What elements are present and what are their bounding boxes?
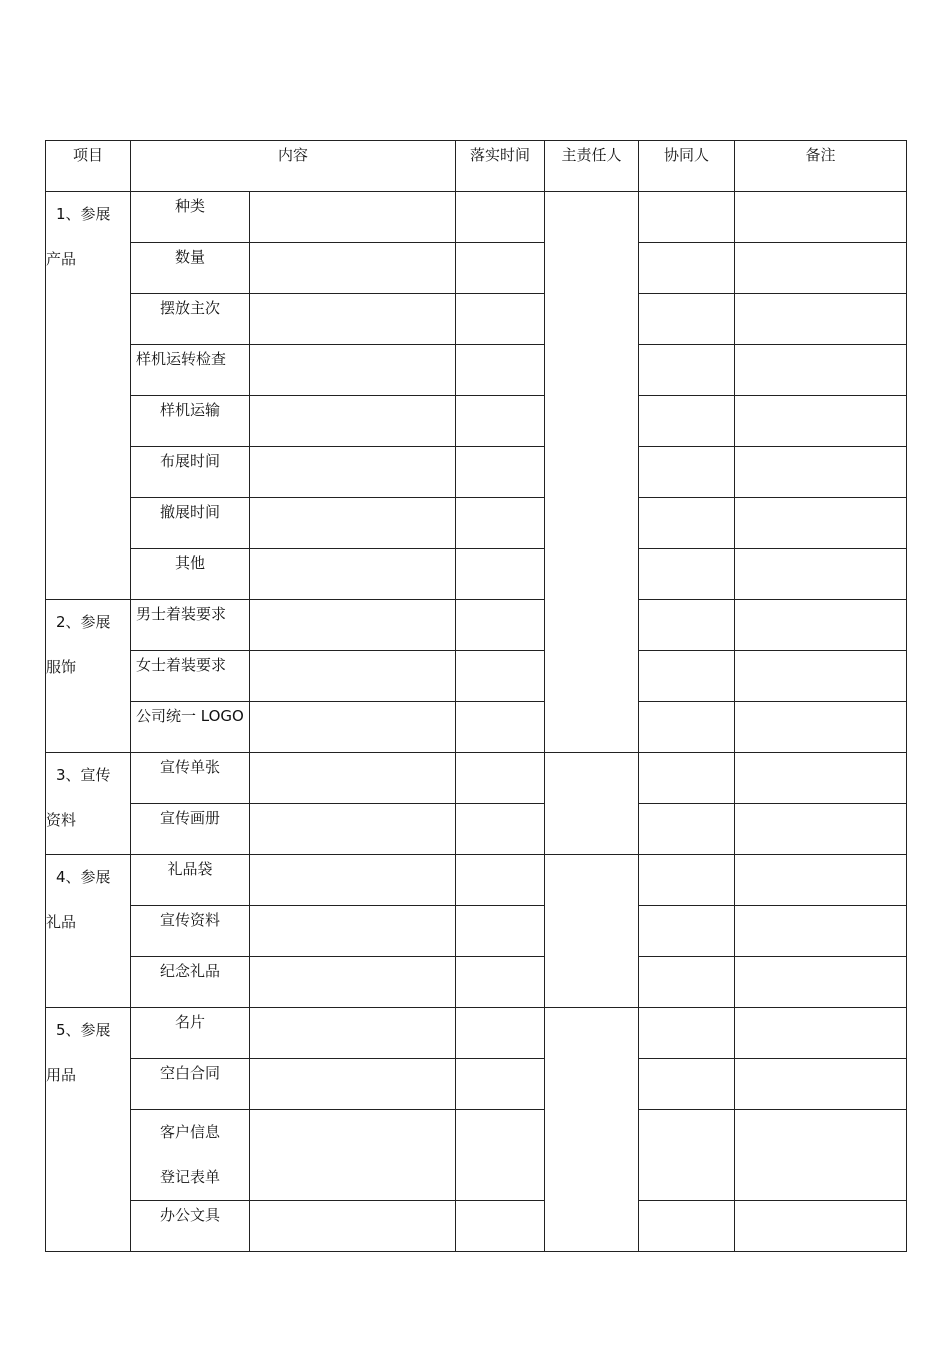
assist-cell[interactable] xyxy=(639,906,735,957)
content-cell[interactable] xyxy=(250,753,456,804)
category-label-line2: 服饰 xyxy=(46,658,77,676)
content-cell[interactable] xyxy=(250,651,456,702)
assist-cell[interactable] xyxy=(639,702,735,753)
remark-cell[interactable] xyxy=(735,294,907,345)
table-row xyxy=(46,957,907,1008)
time-cell[interactable] xyxy=(456,957,545,1008)
table-row xyxy=(46,1008,907,1059)
item-label: 宣传画册 xyxy=(131,804,250,855)
assist-cell[interactable] xyxy=(639,192,735,243)
item-label: 数量 xyxy=(131,243,250,294)
category-label-line1: 5、参展 xyxy=(56,1021,111,1039)
item-label: 其他 xyxy=(131,549,250,600)
assist-cell[interactable] xyxy=(639,753,735,804)
table-row xyxy=(46,447,907,498)
assist-cell[interactable] xyxy=(639,1008,735,1059)
content-cell[interactable] xyxy=(250,702,456,753)
remark-cell[interactable] xyxy=(735,753,907,804)
table-row xyxy=(46,345,907,396)
time-cell[interactable] xyxy=(456,243,545,294)
category-label-line1: 2、参展 xyxy=(56,613,111,631)
category-label-line1: 3、宣传 xyxy=(56,766,111,784)
time-cell[interactable] xyxy=(456,1059,545,1110)
item-label: 办公文具 xyxy=(131,1201,250,1252)
item-label: 客户信息 登记表单 xyxy=(131,1110,250,1201)
category-label-line1: 4、参展 xyxy=(56,868,111,886)
table-row xyxy=(46,651,907,702)
assist-cell[interactable] xyxy=(639,804,735,855)
content-cell[interactable] xyxy=(250,345,456,396)
time-cell[interactable] xyxy=(456,447,545,498)
table-row xyxy=(46,600,907,651)
header-content: 内容 xyxy=(131,141,456,192)
time-cell[interactable] xyxy=(456,1110,545,1201)
time-cell[interactable] xyxy=(456,396,545,447)
item-label: 宣传单张 xyxy=(131,753,250,804)
assist-cell[interactable] xyxy=(639,651,735,702)
content-cell[interactable] xyxy=(250,243,456,294)
item-label: 撤展时间 xyxy=(131,498,250,549)
content-cell[interactable] xyxy=(250,1201,456,1252)
content-cell[interactable] xyxy=(250,396,456,447)
remark-cell[interactable] xyxy=(735,345,907,396)
item-label: 摆放主次 xyxy=(131,294,250,345)
assist-cell[interactable] xyxy=(639,498,735,549)
owner-cell[interactable] xyxy=(545,855,639,1008)
table-row xyxy=(46,294,907,345)
category-cell xyxy=(46,753,131,855)
content-cell[interactable] xyxy=(250,192,456,243)
remark-cell[interactable] xyxy=(735,447,907,498)
table-row xyxy=(46,549,907,600)
item-label: 礼品袋 xyxy=(131,855,250,906)
time-cell[interactable] xyxy=(456,906,545,957)
content-cell[interactable] xyxy=(250,855,456,906)
remark-cell[interactable] xyxy=(735,855,907,906)
item-label: 种类 xyxy=(131,192,250,243)
assist-cell[interactable] xyxy=(639,345,735,396)
item-label: 样机运转检查 xyxy=(131,345,250,396)
exhibition-plan-table xyxy=(45,140,907,1252)
assist-cell[interactable] xyxy=(639,243,735,294)
owner-cell[interactable] xyxy=(545,192,639,753)
remark-cell[interactable] xyxy=(735,957,907,1008)
assist-cell[interactable] xyxy=(639,1059,735,1110)
time-cell[interactable] xyxy=(456,345,545,396)
time-cell[interactable] xyxy=(456,855,545,906)
assist-cell[interactable] xyxy=(639,294,735,345)
remark-cell[interactable] xyxy=(735,702,907,753)
content-cell[interactable] xyxy=(250,1110,456,1201)
table-row xyxy=(46,1110,907,1201)
table-row xyxy=(46,498,907,549)
remark-cell[interactable] xyxy=(735,804,907,855)
assist-cell[interactable] xyxy=(639,1110,735,1201)
item-label: 公司统一 LOGO xyxy=(131,702,250,753)
item-label: 名片 xyxy=(131,1008,250,1059)
time-cell[interactable] xyxy=(456,804,545,855)
content-cell[interactable] xyxy=(250,804,456,855)
assist-cell[interactable] xyxy=(639,957,735,1008)
category-label-line2: 资料 xyxy=(46,811,77,829)
category-label-line1: 1、参展 xyxy=(56,205,111,223)
assist-cell[interactable] xyxy=(639,549,735,600)
table-row xyxy=(46,753,907,804)
owner-cell[interactable] xyxy=(545,1008,639,1252)
remark-cell[interactable] xyxy=(735,1110,907,1201)
assist-cell[interactable] xyxy=(639,1201,735,1252)
remark-cell[interactable] xyxy=(735,192,907,243)
time-cell[interactable] xyxy=(456,702,545,753)
remark-cell[interactable] xyxy=(735,396,907,447)
table-row xyxy=(46,192,907,243)
item-label: 空白合同 xyxy=(131,1059,250,1110)
content-cell[interactable] xyxy=(250,906,456,957)
category-label-line2: 礼品 xyxy=(46,913,77,931)
time-cell[interactable] xyxy=(456,192,545,243)
content-cell[interactable] xyxy=(250,498,456,549)
remark-cell[interactable] xyxy=(735,1008,907,1059)
category-cell xyxy=(46,600,131,753)
table-row xyxy=(46,1059,907,1110)
table-row xyxy=(46,906,907,957)
header-row xyxy=(46,141,907,192)
item-label: 宣传资料 xyxy=(131,906,250,957)
assist-cell[interactable] xyxy=(639,600,735,651)
time-cell[interactable] xyxy=(456,600,545,651)
remark-cell[interactable] xyxy=(735,600,907,651)
header-assist: 协同人 xyxy=(639,141,735,192)
table-row xyxy=(46,804,907,855)
remark-cell[interactable] xyxy=(735,1201,907,1252)
table-row xyxy=(46,243,907,294)
owner-cell[interactable] xyxy=(545,753,639,855)
remark-cell[interactable] xyxy=(735,906,907,957)
table-row xyxy=(46,855,907,906)
content-cell[interactable] xyxy=(250,600,456,651)
time-cell[interactable] xyxy=(456,651,545,702)
remark-cell[interactable] xyxy=(735,498,907,549)
remark-cell[interactable] xyxy=(735,243,907,294)
content-cell[interactable] xyxy=(250,294,456,345)
category-label-line2: 产品 xyxy=(46,250,77,268)
assist-cell[interactable] xyxy=(639,447,735,498)
item-label: 纪念礼品 xyxy=(131,957,250,1008)
item-label: 男士着装要求 xyxy=(131,600,250,651)
category-label-line2: 用品 xyxy=(46,1066,77,1084)
category-cell xyxy=(46,855,131,1008)
table-row xyxy=(46,702,907,753)
time-cell[interactable] xyxy=(456,1201,545,1252)
item-label: 女士着装要求 xyxy=(131,651,250,702)
assist-cell[interactable] xyxy=(639,855,735,906)
content-cell[interactable] xyxy=(250,957,456,1008)
content-cell[interactable] xyxy=(250,1059,456,1110)
assist-cell[interactable] xyxy=(639,396,735,447)
time-cell[interactable] xyxy=(456,1008,545,1059)
time-cell[interactable] xyxy=(456,753,545,804)
item-label: 布展时间 xyxy=(131,447,250,498)
header-item: 项目 xyxy=(46,141,131,192)
table-row xyxy=(46,396,907,447)
category-cell xyxy=(46,192,131,600)
time-cell[interactable] xyxy=(456,549,545,600)
header-remark: 备注 xyxy=(735,141,907,192)
item-label: 样机运输 xyxy=(131,396,250,447)
category-cell xyxy=(46,1008,131,1252)
content-cell[interactable] xyxy=(250,1008,456,1059)
time-cell[interactable] xyxy=(456,498,545,549)
content-cell[interactable] xyxy=(250,549,456,600)
time-cell[interactable] xyxy=(456,294,545,345)
header-time: 落实时间 xyxy=(456,141,545,192)
content-cell[interactable] xyxy=(250,447,456,498)
remark-cell[interactable] xyxy=(735,549,907,600)
header-owner: 主责任人 xyxy=(545,141,639,192)
table-row xyxy=(46,1201,907,1252)
remark-cell[interactable] xyxy=(735,1059,907,1110)
remark-cell[interactable] xyxy=(735,651,907,702)
